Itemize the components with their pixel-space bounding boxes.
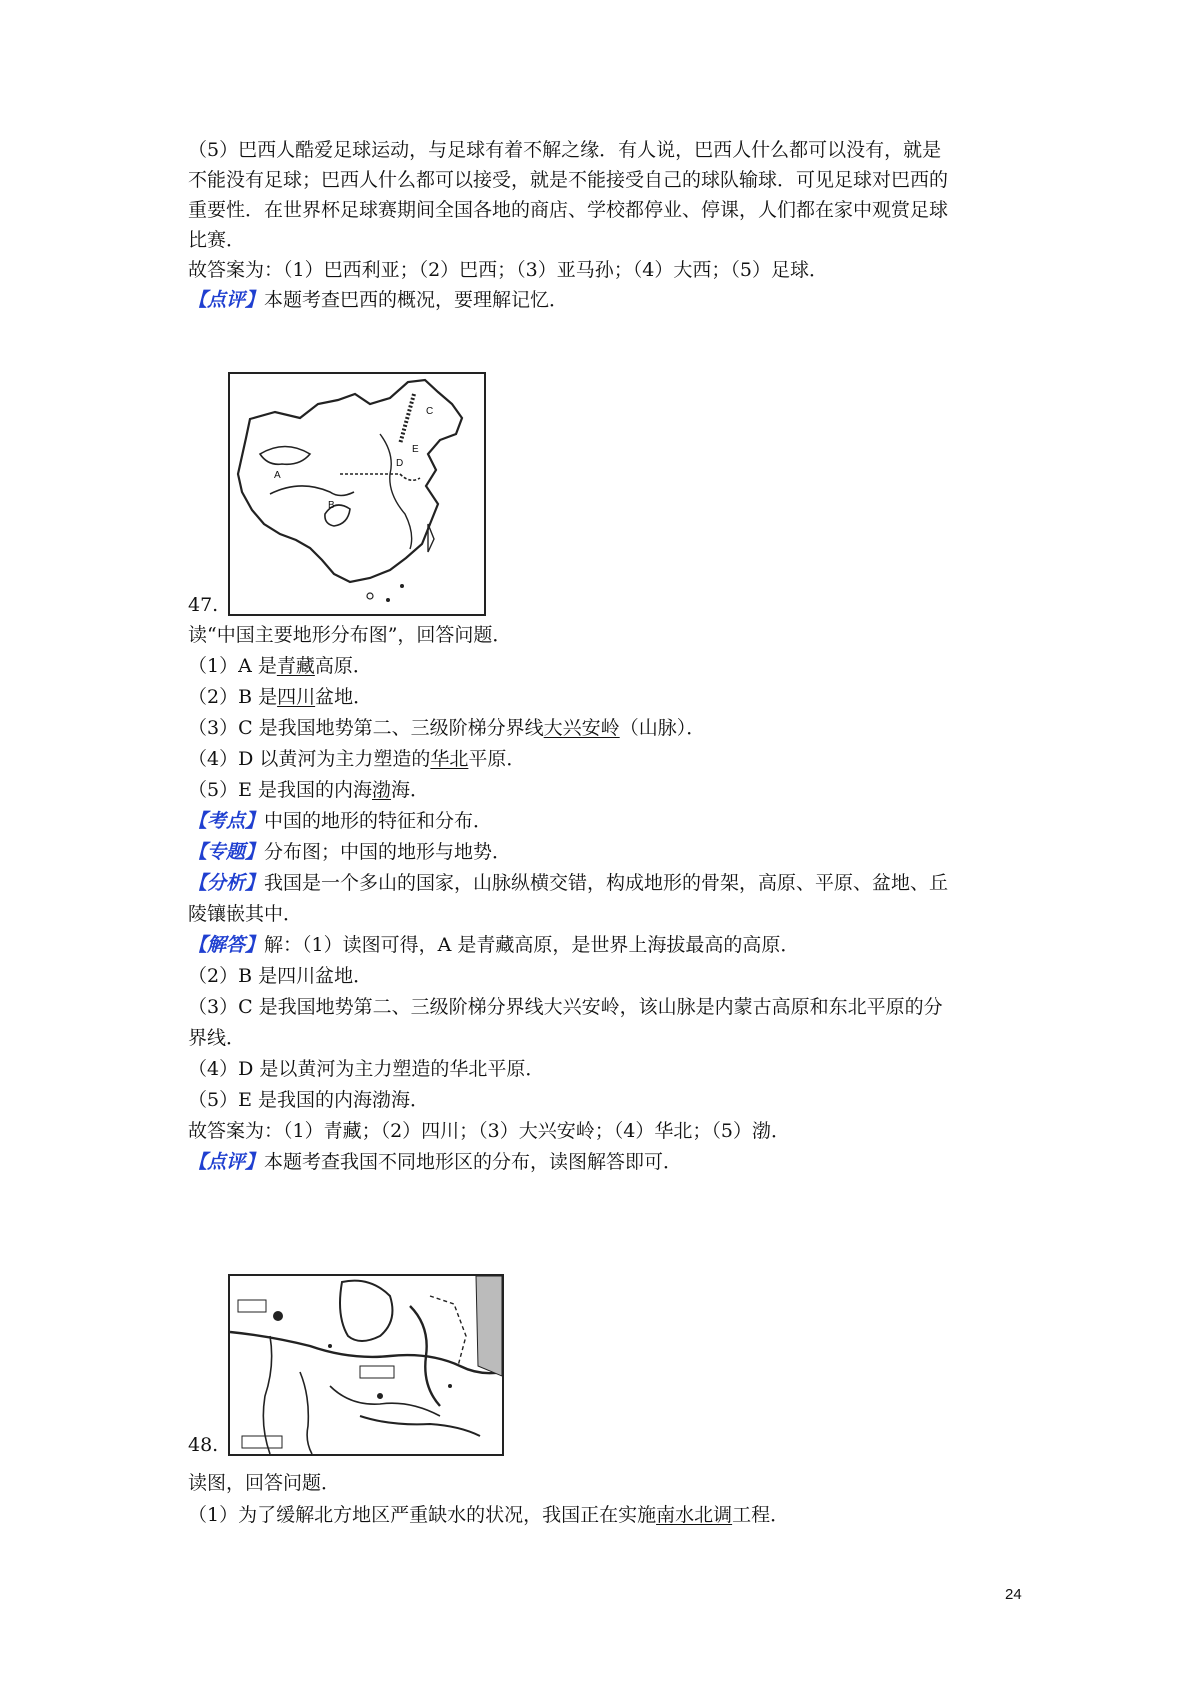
kaodian-text: 中国的地形的特征和分布．: [264, 810, 493, 832]
zhuanti-line: [188, 837, 511, 867]
comment-text: 本题考查我国不同地形区的分布，读图解答即可．: [264, 1151, 683, 1173]
answer-underlined: 四川: [277, 686, 316, 708]
comment-text: 本题考查巴西的概况，要理解记忆．: [264, 289, 569, 311]
jieda-line: （5）E 是我国的内海渤海．: [188, 1089, 429, 1111]
china-terrain-map: [228, 372, 486, 616]
paragraph-line: 比赛．: [188, 229, 246, 251]
map-label-d: D: [396, 458, 404, 469]
question-item: [188, 1500, 789, 1530]
item-text: （2）B 是: [188, 686, 278, 708]
paragraph-line: （5）巴西人酷爱足球运动，与足球有着不解之缘．有人说，巴西人什么都可以没有，就是: [188, 139, 942, 161]
map-label-c: C: [426, 406, 434, 417]
question-prompt: 读图，回答问题．: [188, 1472, 341, 1494]
comment-line: [188, 285, 568, 315]
answer-line: 故答案为：（1）巴西利亚；（2）巴西；（3）亚马孙；（4）大西；（5）足球．: [188, 259, 828, 281]
item-text: 高原．: [314, 655, 372, 677]
item-text: （4）D 以黄河为主力塑造的: [188, 748, 431, 770]
item-text: （3）C 是我国地势第二、三级阶梯分界线: [188, 717, 544, 739]
answer-underlined: 华北: [430, 748, 469, 770]
item-text: 海．: [391, 779, 430, 801]
question-item: [188, 744, 525, 774]
map-label-b: B: [328, 500, 335, 511]
fenxi-line: 陵镶嵌其中．: [188, 903, 303, 925]
kaodian-tag: 【考点】: [188, 810, 265, 832]
jieda-tag: 【解答】: [188, 934, 265, 956]
item-text: （山脉）．: [619, 717, 706, 739]
answer-underlined: 南水北调: [656, 1504, 733, 1526]
comment-tag: 【点评】: [188, 289, 265, 311]
china-outline-drawing: [230, 374, 484, 614]
jieda-line: 界线．: [188, 1027, 246, 1049]
jieda-line: （2）B 是四川盆地．: [188, 965, 373, 987]
question-item: [188, 713, 705, 743]
zhuanti-tag: 【专题】: [188, 841, 265, 863]
item-text: （1）为了缓解北方地区严重缺水的状况，我国正在实施: [188, 1504, 657, 1526]
fenxi-tag: 【分析】: [188, 872, 265, 894]
south-north-water-map: [228, 1274, 504, 1456]
answer-underlined: 青藏: [276, 655, 315, 677]
answer-underlined: 大兴安岭: [543, 717, 620, 739]
question-item: [188, 775, 429, 805]
jieda-text: 解：（1）读图可得，A 是青藏高原，是世界上海拔最高的高原．: [264, 934, 800, 956]
item-text: 平原．: [468, 748, 526, 770]
comment-line: [188, 1147, 682, 1177]
jieda-line: [188, 930, 799, 960]
water-diversion-drawing: [230, 1276, 502, 1454]
answer-line: 故答案为：（1）青藏；（2）四川；（3）大兴安岭；（4）华北；（5）渤．: [188, 1120, 790, 1142]
map-label-a: A: [274, 470, 281, 481]
zhuanti-text: 分布图；中国的地形与地势．: [264, 841, 512, 863]
page-number: 24: [1005, 1586, 1022, 1603]
fenxi-line: [188, 868, 948, 898]
comment-tag: 【点评】: [188, 1151, 265, 1173]
item-text: （1）A 是: [188, 655, 277, 677]
jieda-line: （3）C 是我国地势第二、三级阶梯分界线大兴安岭，该山脉是内蒙古高原和东北平原的分: [188, 996, 943, 1018]
question-item: [188, 682, 372, 712]
question-number: 47.: [188, 594, 219, 616]
paragraph-line: 重要性．在世界杯足球赛期间全国各地的商店、学校都停业、停课，人们都在家中观赏足球: [188, 199, 949, 221]
question-number: 48.: [188, 1434, 219, 1456]
kaodian-line: [188, 806, 492, 836]
item-text: 盆地．: [315, 686, 373, 708]
question-item: [188, 651, 372, 681]
item-text: （5）E 是我国的内海: [188, 779, 372, 801]
paragraph-line: 不能没有足球；巴西人什么都可以接受，就是不能接受自己的球队输球．可见足球对巴西的: [188, 169, 949, 191]
fenxi-text: 我国是一个多山的国家，山脉纵横交错，构成地形的骨架，高原、平原、盆地、丘: [264, 872, 949, 894]
question-prompt: 读“中国主要地形分布图”，回答问题．: [188, 624, 512, 646]
answer-underlined: 渤: [372, 779, 392, 801]
item-text: 工程．: [732, 1504, 790, 1526]
map-label-e: E: [412, 444, 419, 455]
jieda-line: （4）D 是以黄河为主力塑造的华北平原．: [188, 1058, 545, 1080]
